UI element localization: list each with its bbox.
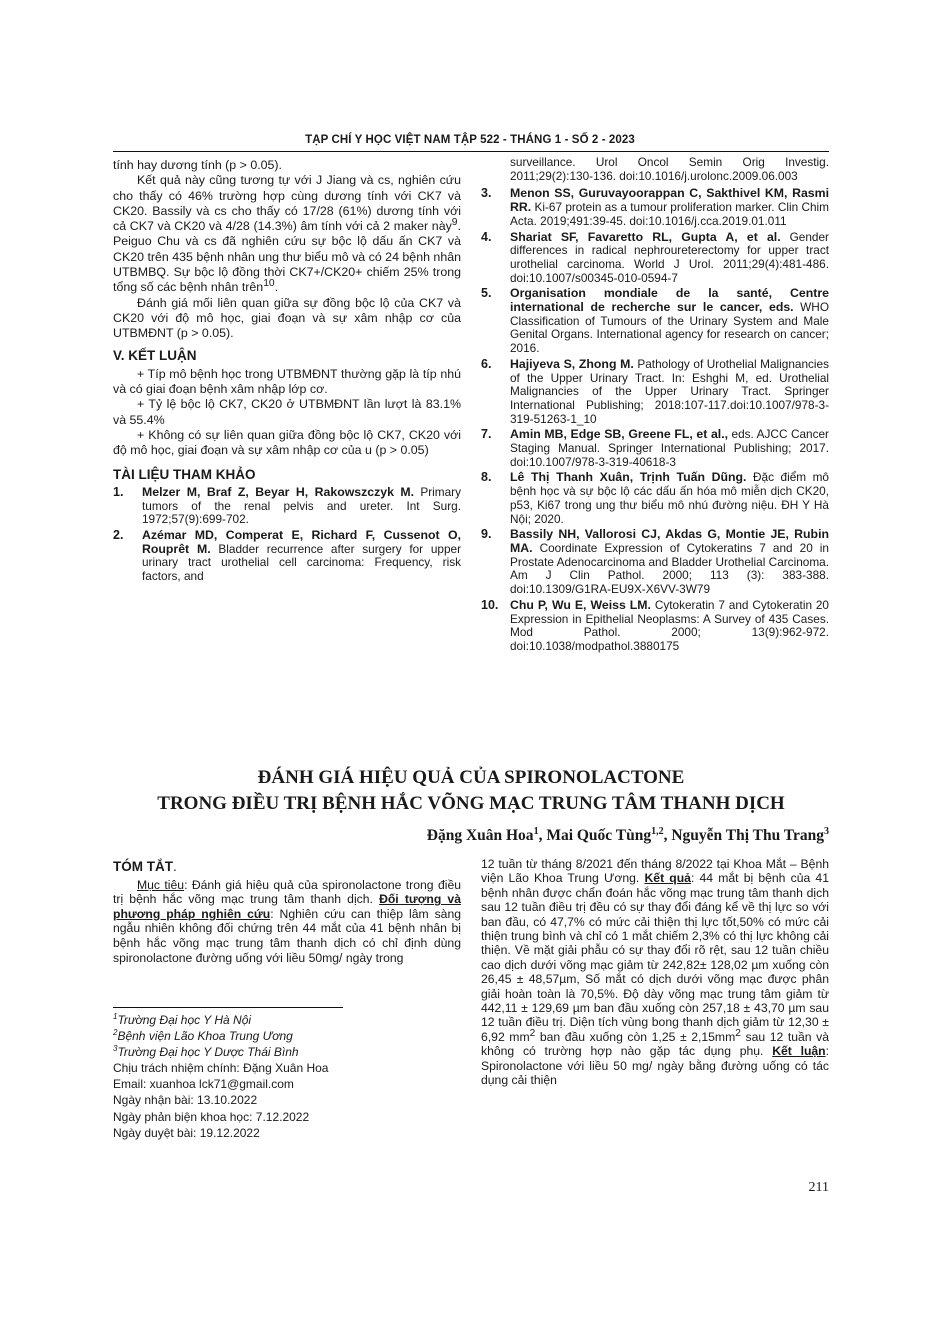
reference-text: Pathology of Urothelial Malignancies of the Upper Urinary Tract. In: Eshghi M, ed. Urothelial Malignancies of the Upper Urinary Tract. Springer International Publishing; 2018:107-117.doi:10.1007/978-3-319-51263-1_10 <box>510 356 829 426</box>
conclusion-item: + Không có sự liên quan giữa đồng bộc lộ CK7, CK20 với độ mô học, giai đoạn và sự xâm nhập cơ của u (p > 0.05) <box>113 428 461 458</box>
reference-item <box>113 486 461 527</box>
body-paragraph: tính hay dương tính (p > 0.05). <box>113 158 282 172</box>
reference-item <box>481 358 829 427</box>
reference-authors: Bassily NH, Vallorosi CJ, Akdas G, Montie JE, Rubin MA. <box>510 527 829 555</box>
reference-number: 1. <box>113 484 124 499</box>
reference-number: 3. <box>481 186 492 201</box>
reference-number: 8. <box>481 470 492 485</box>
reference-list-continued <box>481 187 829 653</box>
reference-number: 5. <box>481 286 492 301</box>
reference-authors: Menon SS, Guruvayoorappan C, Sakthivel KM, Rasmi RR. <box>510 186 829 215</box>
references-heading: TÀI LIỆU THAM KHẢO <box>113 466 256 482</box>
reference-item <box>481 187 829 228</box>
conclusion-item: + Típ mô bệnh học trong UTBMĐNT thường gặp là típ nhú và có giai đoạn bệnh xâm nhập lớp cơ. <box>113 366 461 397</box>
abstract-heading: TÓM TẮT. <box>113 859 177 874</box>
affiliation: $^1$Trường Đại học Y Hà Nội <box>113 1012 252 1027</box>
email: Email: xuanhoa lck71@gmail.com <box>113 1077 294 1092</box>
reference-number: 7. <box>481 427 492 442</box>
reference-continuation: surveillance. Urol Oncol Semin Orig Investig. 2011;29(2):130-136. doi:10.1016/j.urolonc.2009.06.003 <box>510 155 829 183</box>
reference-number: 6. <box>481 356 492 371</box>
reference-number: 10. <box>481 597 499 612</box>
reference-item <box>481 471 829 526</box>
affiliation: $^3$Trường Đại học Y Dược Thái Bình <box>113 1044 299 1060</box>
reference-authors: Chu P, Wu E, Weiss LM. <box>510 597 651 612</box>
abstract-paragraph: Mục tiêu: Đánh giá hiệu quả của spironolactone trong điều trị bệnh hắc võng mạc trung tâm thanh dịch. Đối tượng và phương pháp nghiên cứu: Nghiên cứu can thiệp lâm sàng ngẫu nhiên không đối chứng trên 44 mắt của 41 bệnh nhân bị bệnh hắc võng mạc trung tâm thanh dịch có chỉ định dùng spironolactone đường uống với liều 50mg/ ngày trong <box>113 877 462 965</box>
abstract-right <box>481 857 829 1088</box>
body-paragraph: Kết quả này cũng tương tự với J Jiang và cs, nghiên cứu cho thấy có 46% trường hợp cùng dương tính với CK7 và CK20. Bassily và cs cho thấy có 17/28 (61%) dương tính với cả CK7 và CK20 và 4/28 (14.3%) âm tính với cả 2 maker này$^9$. Peiguo Chu và cs đã nghiên cứu sự bộc lộ dấu ấn CK7 và CK20 trên 435 bệnh nhân ung thư biểu mô và có 24 bệnh nhân UTBMBQ. Sự bộc lộ đồng thời CK7+/CK20+ chiếm 25% trong tổng số các bệnh nhân trên$^{10}$. <box>113 173 461 295</box>
reference-item <box>481 599 829 654</box>
received-date: Ngày nhận bài: 13.10.2022 <box>113 1093 258 1108</box>
reference-item <box>481 287 829 356</box>
reference-item <box>481 231 829 286</box>
reference-item <box>113 529 461 584</box>
reference-authors: Shariat SF, Favaretto RL, Gupta A, et al. <box>510 229 781 244</box>
reference-authors: Melzer M, Braf Z, Beyar H, Rakowszczyk M. <box>142 484 415 499</box>
article-title-line: TRONG ĐIỀU TRỊ BỆNH HẮC VÕNG MẠC TRUNG TÂM THANH DỊCH <box>157 793 785 814</box>
reference-text: Ki-67 protein as a tumour proliferation marker. Clin Chim Acta. 2019;491:39-45. doi:10.1016/j.cca.2019.01.011 <box>510 200 829 228</box>
footnote-rule <box>113 1007 343 1008</box>
reference-text: Đặc điểm mô bệnh học và sự bộc lộ các dấu ấn hóa mô miễn dịch CK20, p53, Ki67 trong ung thư biểu mô nhú đường niệu. ĐH Y Hà Nội; 2020. <box>510 470 829 526</box>
reference-authors: Amin MB, Edge SB, Greene FL, et al., <box>510 427 729 442</box>
reference-authors: Organisation mondiale de la santé, Centre international de recherche sur le cancer, eds. <box>510 286 829 315</box>
reference-text: Primary tumors of the renal pelvis and ureter. Int Surg. 1972;57(9):699-702. <box>142 484 461 527</box>
reference-authors: Azémar MD, Comperat E, Richard F, Cussenot O, Rouprêt M. <box>142 528 461 556</box>
header-rule <box>113 151 829 152</box>
reference-text: Coordinate Expression of Cytokeratins 7 and 20 in Prostate Adenocarcinoma and Bladder Urothelial Carcinoma. Am J Clin Pathol. 2000; 113 (3): 383-388. doi:10.1309/G1RA-EU9X-X6VV-3W79 <box>510 540 829 597</box>
reference-item <box>481 428 829 469</box>
conclusion-heading: V. KẾT LUẬN <box>113 347 197 363</box>
reference-text: Bladder recurrence after surgery for upper urinary tract urothelial cell carcinoma: Frequency, risk factors, and <box>142 541 461 584</box>
article-title <box>113 765 829 817</box>
reference-text: WHO Classification of Tumours of the Urinary System and Male Genital Organs. International agency for research on cancer; 2016. <box>510 300 829 356</box>
right-column <box>481 156 829 656</box>
reference-authors: Hajiyeva S, Zhong M. <box>510 356 634 371</box>
abstract-left <box>113 860 461 965</box>
left-column <box>113 158 461 586</box>
article-title-line: ĐÁNH GIÁ HIỆU QUẢ CỦA SPIRONOLACTONE <box>257 767 685 788</box>
approval-date: Ngày duyệt bài: 19.12.2022 <box>113 1125 260 1140</box>
reference-text: Cytokeratin 7 and Cytokeratin 20 Expression in Epithelial Neoplasms: A Survey of 435 Cases. Mod Pathol. 2000; 13(9):962-972. doi:10.1038/modpathol.3880175 <box>510 597 829 653</box>
article-authors: Đặng Xuân Hoa$^1$, Mai Quốc Tùng$^{1,2}$, Nguyễn Thị Thu Trang$^3$ <box>426 825 829 844</box>
page-number: 211 <box>808 1180 829 1195</box>
conclusion-item: + Tỷ lệ bộc lộ CK7, CK20 ở UTBMĐNT lần lượt là 83.1% và 55.4% <box>113 397 461 427</box>
abstract-paragraph: 12 tuần từ tháng 8/2021 đến tháng 8/2022 tại Khoa Mắt – Bệnh viện Lão Khoa Trung Ương. Kết quả: 44 mắt bị bệnh của 41 bệnh nhân được chẩn đoán hắc võng mạc trung tâm thanh dịch sau 12 tuần điều trị đều có sự thay đổi đáng kể về thị lực so với ban đầu, có 47,7% có mức cải thiện thị lực tốt,50% có mức cải thiện trung bình và chỉ có 1 mắt chiếm 2,3% có thị lực không cải thiện. Về mặt giải phẫu có sự thay đổi rõ rệt, sau 12 tuần chiều cao dịch dưới võng mạc giảm từ 242,82± 128,02 µm xuống còn 26,45 ± 48,57µm, Số mắt có dịch dưới võng mạc được phân giải hoàn toàn là 70,5%. Độ dày võng mạc trung tâm giảm từ 442,11 ± 129,69 µm ban đầu xuống còn 257,18 ± 43,70 µm sau 12 tuần điều trị. Diện tích vùng bong thanh dịch giảm từ 12,30 ± 6,92 $mm^2$ ban đầu xuống còn $1,25 \pm 2,15mm^2$ sau 12 tuần và không có trường hợp nào gặp tác dụng phụ. Kết luận: Spironolactone với liều 50 mg/ ngày bằng đường uống có tác dụng cải thiện <box>481 857 830 1088</box>
reference-number: 4. <box>481 229 492 244</box>
corresponding-author: Chịu trách nhiệm chính: Đặng Xuân Hoa <box>113 1061 329 1076</box>
reference-number: 2. <box>113 528 124 543</box>
reference-text: eds. AJCC Cancer Staging Manual. Springer International Publishing; 2017. doi:10.1007/978-3-319-40618-3 <box>510 427 829 469</box>
journal-header: TẠP CHÍ Y HỌC VIỆT NAM TẬP 522 - THÁNG 1 - SỐ 2 - 2023 <box>305 134 635 146</box>
review-date: Ngày phản biện khoa học: 7.12.2022 <box>113 1109 310 1124</box>
reference-item <box>481 528 829 597</box>
affiliation: $^2$Bệnh viện Lão Khoa Trung Ương <box>113 1028 293 1044</box>
reference-list <box>113 486 461 584</box>
body-paragraph: Đánh giá mối liên quan giữa sự đồng bộc lộ của CK7 và CK20 với độ mô học, giai đoạn và sự xâm nhập cơ của UTBMĐNT (p > 0.05). <box>113 295 461 341</box>
footnotes <box>113 1012 461 1141</box>
reference-authors: Lê Thị Thanh Xuân, Trịnh Tuấn Dũng. <box>510 470 747 485</box>
reference-text: Gender differences in radical nephroureterectomy for upper tract urothelial carcinoma. World J Urol. 2011;29(4):481-486. doi:10.1007/s00345-010-0594-7 <box>510 229 829 285</box>
reference-number: 9. <box>481 527 492 542</box>
